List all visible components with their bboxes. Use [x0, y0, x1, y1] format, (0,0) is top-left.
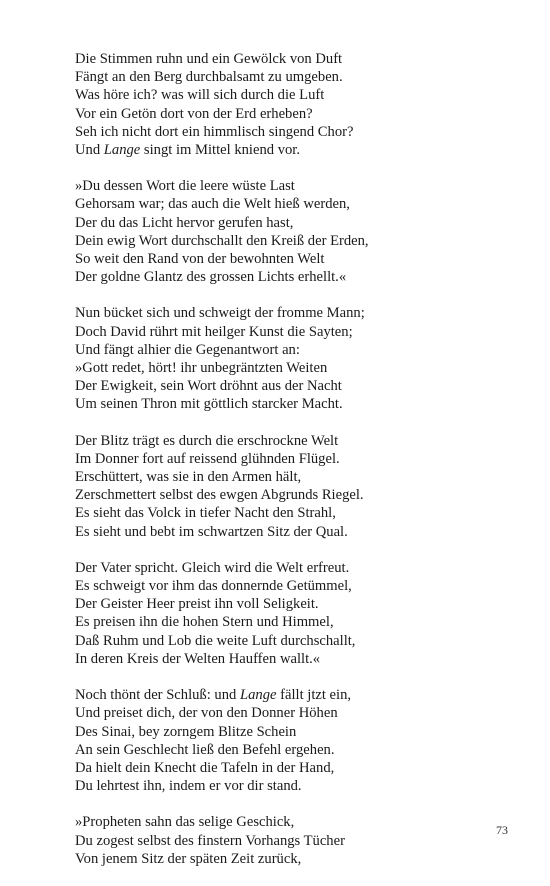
verse-line: An sein Geschlecht ließ den Befehl ergehen.	[75, 741, 335, 758]
verse-line: Und preiset dich, der von den Donner Höhen	[75, 705, 338, 722]
verse-line: Um seinen Thron mit göttlich starcker Macht.	[75, 396, 343, 413]
verse-line: Der Blitz trägt es durch die erschrockne Welt	[75, 432, 339, 449]
stanza	[75, 813, 515, 868]
verse-line: So weit den Rand von der bewohnten Welt	[75, 251, 325, 268]
stanza	[75, 304, 515, 413]
verse-line: »Du dessen Wort die leere wüste Last	[75, 178, 295, 195]
verse-line: Gehorsam war; das auch die Welt hieß werden,	[75, 196, 350, 213]
stanza	[75, 177, 515, 286]
verse-line: Der du das Licht hervor gerufen hast,	[75, 214, 294, 231]
verse-line: Es sieht das Volck in tiefer Nacht den Strahl,	[75, 505, 336, 522]
verse-line: Des Sinai, bey zorngem Blitze Schein	[75, 723, 297, 740]
stanza	[75, 50, 515, 159]
verse-line: Der Vater spricht. Gleich wird die Welt erfreut.	[75, 559, 350, 576]
stanza	[75, 432, 515, 541]
verse-text: Noch thönt der Schluß: und	[75, 687, 240, 704]
verse-line: Die Stimmen ruhn und ein Gewölck von Duft	[75, 51, 343, 67]
verse-line: »Gott redet, hört! ihr unbegräntzten Weiten	[75, 360, 328, 377]
verse-line: Vor ein Getön dort von der Erd erheben?	[75, 105, 313, 122]
verse-line: Zerschmettert selbst des ewgen Abgrunds Riegel.	[75, 487, 364, 504]
verse-line: Und fängt alhier die Gegenantwort an:	[75, 341, 300, 358]
page-number: 73	[496, 823, 508, 837]
stanza	[75, 559, 515, 668]
poem-text	[75, 50, 515, 886]
verse-line: Fängt an den Berg durchbalsamt zu umgeben.	[75, 69, 343, 86]
stanza	[75, 686, 515, 795]
verse-line: Dein ewig Wort durchschallt den Kreiß der Erden,	[75, 232, 369, 249]
verse-line: Nun bücket sich und schweigt der fromme Mann;	[75, 305, 365, 322]
verse-line: Im Donner fort auf reissend glühnden Flügel.	[75, 450, 340, 467]
verse-line: Der Geister Heer preist ihn voll Seligkeit.	[75, 596, 319, 613]
verse-line: Es sieht und bebt im schwartzen Sitz der Qual.	[75, 523, 348, 540]
verse-line: Doch David rührt mit heilger Kunst die Sayten;	[75, 323, 353, 340]
verse-line: Der Ewigkeit, sein Wort dröhnt aus der Nacht	[75, 378, 342, 395]
verse-line: Da hielt dein Knecht die Tafeln in der Hand,	[75, 759, 335, 776]
verse-text: Und	[75, 142, 104, 159]
verse-line	[75, 686, 515, 704]
verse-line: Daß Ruhm und Lob die weite Luft durchschallt,	[75, 632, 356, 649]
verse-line: Was höre ich? was will sich durch die Luft	[75, 87, 325, 104]
verse-text: singt im Mittel kniend vor.	[140, 142, 300, 159]
verse-line: Es preisen ihn die hohen Stern und Himmel,	[75, 614, 334, 631]
verse-line: In deren Kreis der Welten Hauffen wallt.«	[75, 650, 321, 667]
verse-line: Erschüttert, was sie in den Armen hält,	[75, 469, 302, 486]
verse-line: Seh ich nicht dort ein himmlisch singend Chor?	[75, 123, 354, 140]
verse-line: »Propheten sahn das selige Geschick,	[75, 814, 295, 831]
italic-name: Lange	[239, 687, 277, 704]
verse-line: Du lehrtest ihn, indem er vor dir stand.	[75, 778, 302, 795]
verse-line: Es schweigt vor ihm das donnernde Getümmel,	[75, 578, 352, 595]
italic-name: Lange	[103, 142, 141, 159]
verse-text: fällt jtzt ein,	[276, 687, 352, 704]
verse-line	[75, 141, 515, 159]
verse-line: Der goldne Glantz des grossen Lichts erhellt.«	[75, 269, 347, 286]
verse-line: Du zogest selbst des finstern Vorhangs Tücher	[75, 832, 345, 849]
verse-line: Von jenem Sitz der späten Zeit zurück,	[75, 850, 302, 867]
